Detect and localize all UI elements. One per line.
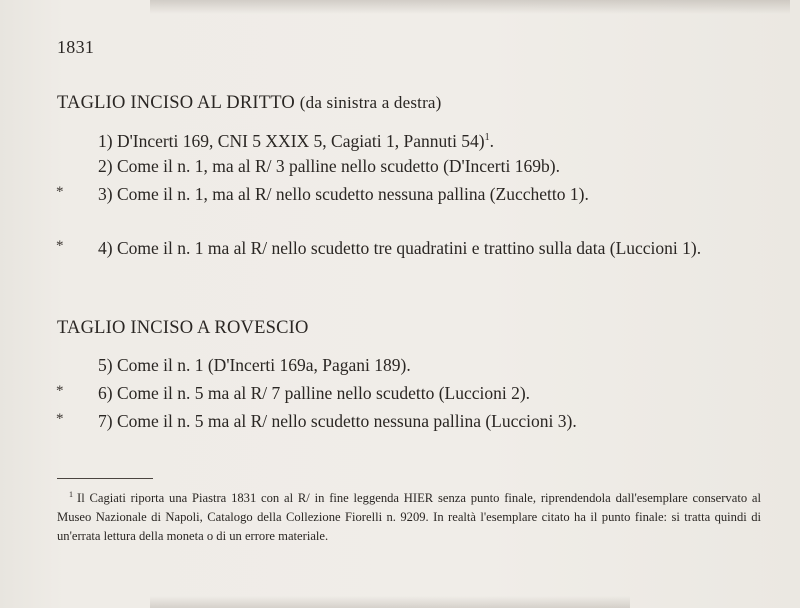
entry-2 <box>98 153 560 179</box>
asterisk-marker: * <box>56 383 64 399</box>
entry-text: Come il n. 5 ma al R/ 7 palline nello scudetto (Luccioni 2). <box>116 383 531 403</box>
entry-1 <box>98 125 494 154</box>
section-title-rovescio <box>57 318 309 339</box>
entry-number: 4) <box>98 238 113 258</box>
entry-4 <box>98 235 763 261</box>
entry-text: Come il n. 1, ma al R/ 3 palline nello scudetto (D'Incerti 169b). <box>116 156 560 176</box>
asterisk-marker: * <box>56 411 64 427</box>
footnote-text: Il Cagiati riporta una Piastra 1831 con al R/ in fine leggenda HIER senza punto finale, riprendendola dall'esemplare conservato al Museo Nazionale di Napoli, Catalogo della Collezione Fiorelli n. 9209. In realtà l'esemplare citato ha il punto finale: si tratta quindi di un'errata lettura della moneta o di un errore materiale. <box>57 491 761 543</box>
entry-text: Come il n. 1 (D'Incerti 169a, Pagani 189). <box>116 355 411 375</box>
footnote-ref[interactable]: 1 <box>484 132 490 143</box>
entry-text: Come il n. 1 ma al R/ nello scudetto tre quadratini e trattino sulla data (Luccioni 1). <box>116 238 702 258</box>
entry-number: 1) <box>98 131 113 151</box>
section-title-text: TAGLIO INCISO A ROVESCIO <box>57 318 309 338</box>
asterisk-marker: * <box>56 184 64 200</box>
entry-7 <box>98 408 577 434</box>
entry-number: 6) <box>98 383 113 403</box>
entry-number: 3) <box>98 184 113 204</box>
entry-number: 5) <box>98 355 113 375</box>
section-title-dritto <box>57 93 442 114</box>
entry-6 <box>98 380 530 406</box>
entry-text-end: . <box>489 131 495 151</box>
footnote <box>57 485 761 546</box>
entry-5 <box>98 352 411 378</box>
year-heading: 1831 <box>57 37 95 57</box>
section-title-text: TAGLIO INCISO AL DRITTO <box>57 93 295 113</box>
asterisk-marker: * <box>56 238 64 254</box>
footnote-mark: 1 <box>69 490 73 499</box>
entry-text: Come il n. 5 ma al R/ nello scudetto nessuna pallina (Luccioni 3). <box>116 411 577 431</box>
footnote-divider <box>57 478 153 479</box>
entry-text: D'Incerti 169, CNI 5 XXIX 5, Cagiati 1, Pannuti 54) <box>116 131 485 151</box>
section-subtitle: (da sinistra a destra) <box>299 93 442 112</box>
entry-number: 2) <box>98 156 113 176</box>
entry-text: Come il n. 1, ma al R/ nello scudetto nessuna pallina (Zucchetto 1). <box>116 184 589 204</box>
entry-number: 7) <box>98 411 113 431</box>
entry-3 <box>98 181 763 207</box>
